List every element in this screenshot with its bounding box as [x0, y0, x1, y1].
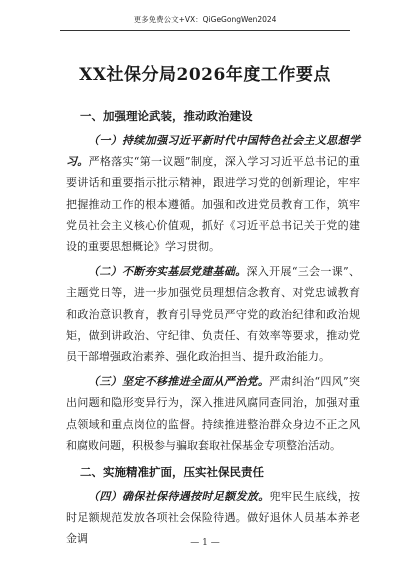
header-text: 更多免费公文+VX：QiGeGongWen2024 — [133, 15, 277, 24]
paragraph-1 — [66, 130, 360, 257]
paragraph-2-body: 深入开展“三会一课”、主题党日等，进一步加强党员理想信念教育、对党忠诚教育和政治意识教育，教育引导党员严守党的政治纪律和政治规矩，做到讲政治、守纪律、负责任、有效率等要求，推动党员干部增强政治素养、强化政治担当、提升政治能力。 — [66, 265, 361, 364]
section-heading-2: 二、实施精准扩面，压实社保民责任 — [80, 465, 264, 480]
paragraph-4-body: 兜牢民生底线，按时足额规范发放各项社会保险待遇。做好退休人员基本养老金调 — [66, 490, 361, 546]
section-heading-1: 一、加强理论武装，推动政治建设 — [80, 109, 253, 123]
paragraph-3 — [66, 371, 360, 456]
page-header — [60, 12, 350, 31]
document-body — [66, 106, 360, 554]
document-title: XX社保分局2026年度工作要点 — [79, 65, 331, 85]
paragraph-2-lead: （二）不断夯实基层党建基础。 — [88, 265, 247, 279]
paragraph-1-body: 严格落实“第一议题”制度，深入学习习近平总书记的重要讲话和重要指示批示精神，跟进学习党的创新理论，牢牢把握推动工作的根本遵循。加强和改进党员教育工作，筑牢党员社会主义核心价值观，抓好《习近平总书记关于党的建设的重要思想概论》学习贯彻。 — [66, 155, 361, 254]
paragraph-2 — [66, 261, 360, 367]
paragraph-1-lead: （一）持续加强习近平新时代中国特色社会主义思想学习。 — [66, 134, 360, 169]
paragraph-3-body: 严肃纠治“四风”突出问题和隐形变异行为，深入推进风腐同查同治，加强对重点领域和重点岗位的监督。持续推进整治群众身边不正之风和腐败问题，积极参与骗取套取社保基金专项整治活动。 — [66, 375, 361, 452]
page-number: — 1 — — [190, 538, 220, 548]
paragraph-4-lead: （四）确保社保待遇按时足额发放。 — [88, 490, 270, 504]
paragraph-3-lead: （三）坚定不移推进全面从严治党。 — [88, 375, 270, 389]
